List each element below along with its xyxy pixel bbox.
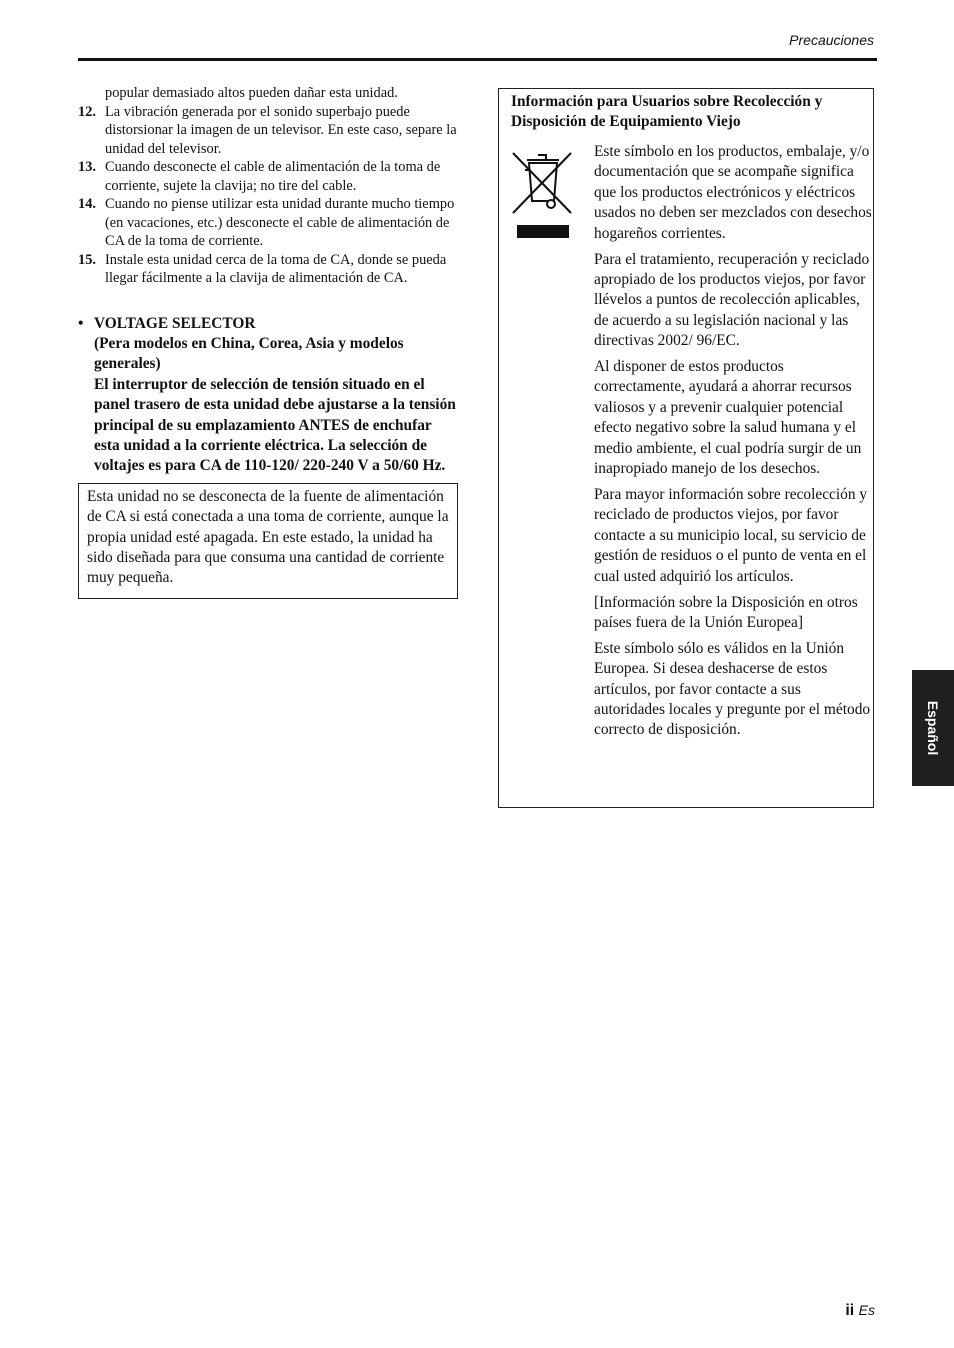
item-number: 14. [78, 196, 96, 212]
item-text: Instale esta unidad cerca de la toma de CA, donde se pueda llegar fácilmente a la clavija de alimentación de CA. [105, 251, 447, 286]
header-rule [78, 58, 877, 61]
page-number [845, 1302, 875, 1320]
precautions-list [78, 84, 458, 288]
page-header-title: Precauciones [789, 32, 874, 48]
paragraph: Este símbolo sólo es válidos en la Unión Europea. Si desea deshacerse de estos artículos, por favor contacte a sus autoridades locales y pregunte por el método correcto de disposición. [594, 639, 871, 739]
item-number: 13. [78, 159, 96, 175]
language-side-tab [912, 670, 954, 786]
list-item [78, 103, 458, 159]
left-column [78, 84, 458, 599]
list-item [78, 251, 458, 288]
list-item [78, 158, 458, 195]
paragraph: Para mayor información sobre recolección y reciclado de productos viejos, por favor contacte a su municipio local, su servicio de gestión de residuos o el punto de venta en el cual usted adquirió los artículos. [594, 486, 868, 585]
item-text: Cuando desconecte el cable de alimentación de la toma de corriente, sujete la clavija; no tire del cable. [105, 159, 441, 194]
page-language-code: Es [858, 1302, 875, 1318]
paragraph: Para el tratamiento, recuperación y reciclado apropiado de los productos viejos, por favor llévelos a puntos de recolección aplicables, de acuerdo a su legislación nacional y las directivas 2002/ 96/EC. [594, 250, 870, 350]
voltage-selector-subtitle: (Pera modelos en China, Corea, Asia y modelos generales) [94, 334, 404, 373]
item-number: 12. [78, 103, 96, 120]
paragraph: [Información sobre la Disposición en otros países fuera de la Unión Europea] [594, 593, 858, 631]
continued-item-text: popular demasiado altos pueden dañar esta unidad. [105, 85, 398, 101]
bullet: • [78, 314, 84, 332]
item-text: La vibración generada por el sonido superbajo puede distorsionar la imagen de un televisor. En este caso, separe la unidad del televisor. [105, 103, 457, 157]
disposal-info-title: Información para Usuarios sobre Recolección y Disposición de Equipamiento Viejo [511, 93, 823, 131]
standby-power-note-box: Esta unidad no se desconecta de la fuente de alimentación de CA si está conectada a una toma de corriente, aunque la propia unidad esté apagada. En este estado, la unidad ha sido diseñada para que consuma una cantidad de corriente muy pequeña. [78, 483, 458, 599]
page-number-value: ii [845, 1302, 855, 1319]
disposal-info-body [594, 142, 872, 746]
item-number: 15. [78, 251, 96, 268]
paragraph: Al disponer de estos productos correctamente, ayudará a ahorrar recursos valiosos y a prevenir cualquier potencial efecto negativo sobre la salud humana y el medio ambiente, el cual podría surgir de un inapropiado manejo de los desechos. [594, 358, 862, 478]
voltage-selector-title: VOLTAGE SELECTOR [94, 314, 256, 332]
language-tab-label: Español [925, 700, 941, 756]
paragraph: Este símbolo en los productos, embalaje, y/o documentación que se acompañe significa que los productos electrónicos y eléctricos usados no deben ser mezclados con desechos hogareños corrientes. [594, 143, 872, 242]
item-text: Cuando no piense utilizar esta unidad durante mucho tiempo (en vacaciones, etc.) desconecte el cable de alimentación de CA de la toma de corriente. [105, 196, 455, 249]
crossed-out-wheelie-bin-icon [511, 149, 573, 243]
list-item [78, 195, 458, 251]
disposal-info-box [498, 88, 874, 808]
voltage-selector-body: El interruptor de selección de tensión situado en el panel trasero de esta unidad debe ajustarse a la tensión principal de su emplazamiento ANTES de enchufar esta unidad a la corriente eléctrica. La selección de voltajes es para CA de 110-120/ 220-240 V a 50/60 Hz. [94, 375, 456, 475]
voltage-selector-note [78, 314, 458, 477]
